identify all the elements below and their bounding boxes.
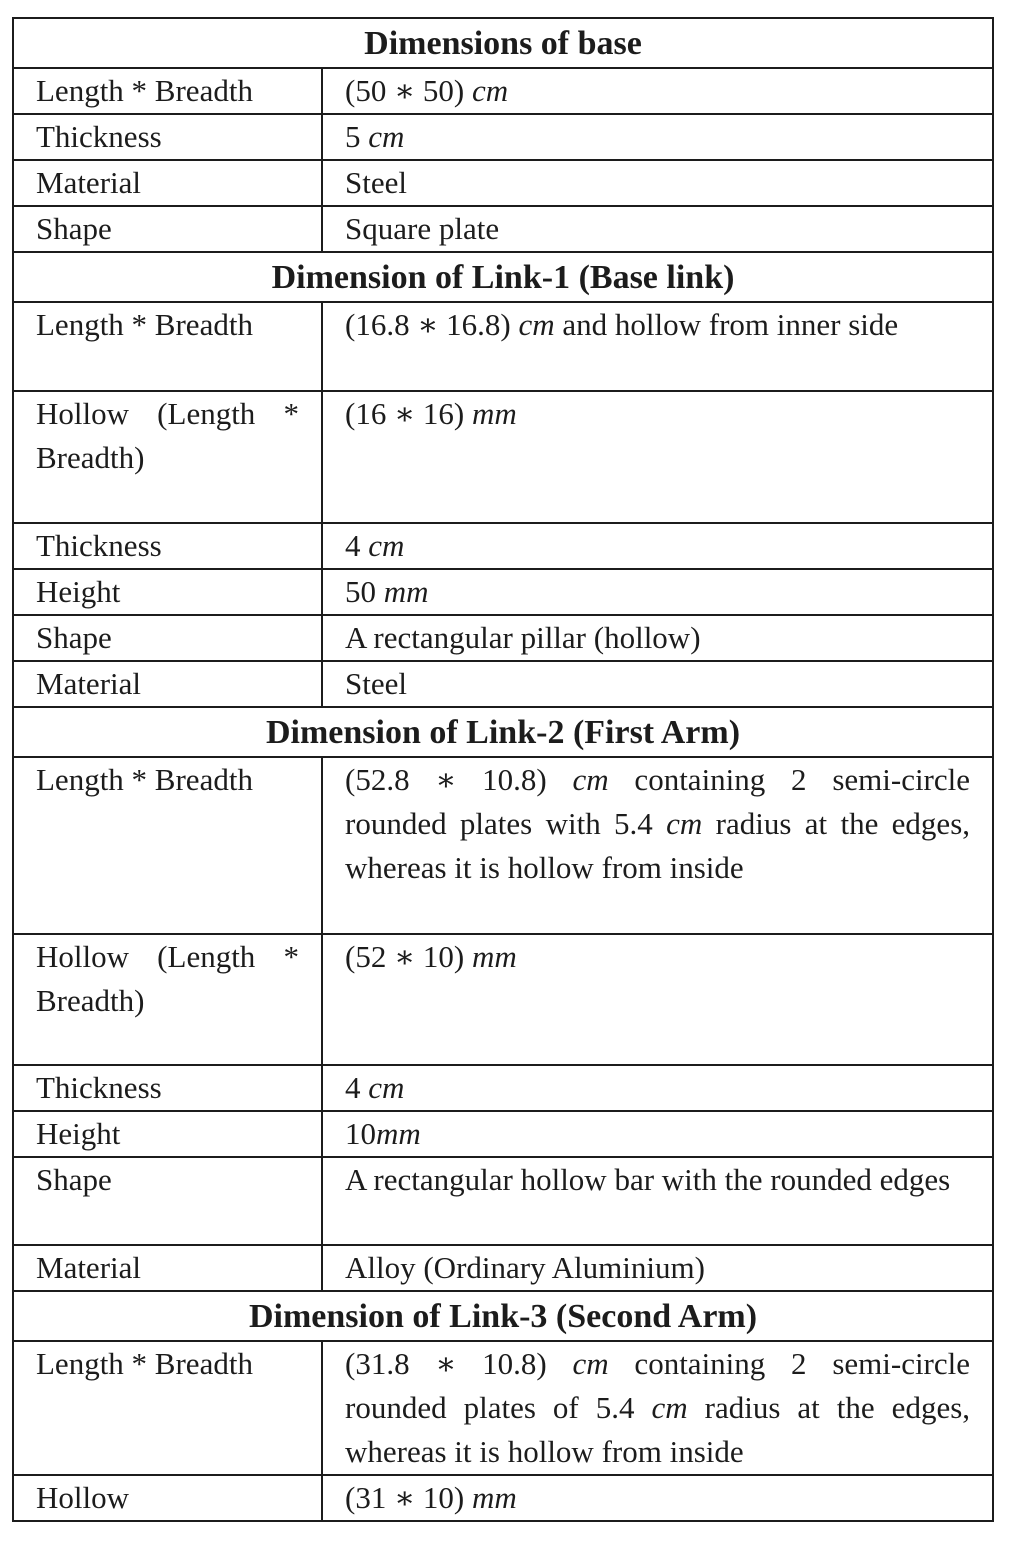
- table-row: [13, 934, 993, 1065]
- row-value: (52 ∗ 10) mm: [322, 934, 993, 1065]
- table-row: [13, 615, 993, 661]
- row-label: Thickness: [13, 1065, 322, 1111]
- row-value: (16.8 ∗ 16.8) cm and hollow from inner side: [322, 302, 993, 391]
- row-value: 5 cm: [322, 114, 993, 160]
- table-row: [13, 1065, 993, 1111]
- table-row: [13, 391, 993, 523]
- table-row: [13, 1111, 993, 1157]
- section-header-row: [13, 707, 993, 757]
- row-value: (31.8 ∗ 10.8) cm containing 2 semi-circle rounded plates of 5.4 cm radius at the edges, whereas it is hollow from inside: [322, 1341, 993, 1475]
- row-value: 10mm: [322, 1111, 993, 1157]
- row-label: Length * Breadth: [13, 757, 322, 934]
- row-label: Thickness: [13, 114, 322, 160]
- row-label: Material: [13, 160, 322, 206]
- table-row: [13, 569, 993, 615]
- dimensions-table: [12, 17, 994, 1522]
- row-label: Thickness: [13, 523, 322, 569]
- section-title-link-1: Dimension of Link-1 (Base link): [13, 252, 993, 302]
- row-value: A rectangular pillar (hollow): [322, 615, 993, 661]
- table-row: [13, 523, 993, 569]
- section-title-link-2: Dimension of Link-2 (First Arm): [13, 707, 993, 757]
- row-value: Square plate: [322, 206, 993, 252]
- row-value: (16 ∗ 16) mm: [322, 391, 993, 523]
- table-row: [13, 160, 993, 206]
- section-header-row: [13, 1291, 993, 1341]
- row-value: (52.8 ∗ 10.8) cm containing 2 semi-circle rounded plates with 5.4 cm radius at the edges, whereas it is hollow from inside: [322, 757, 993, 934]
- row-value: (31 ∗ 10) mm: [322, 1475, 993, 1521]
- table-row: [13, 114, 993, 160]
- row-value: 4 cm: [322, 1065, 993, 1111]
- row-label: Hollow (Length * Breadth): [13, 934, 322, 1065]
- table-row: [13, 1245, 993, 1291]
- table-row: [13, 302, 993, 391]
- table-row: [13, 1475, 993, 1521]
- row-value: A rectangular hollow bar with the rounded edges: [322, 1157, 993, 1245]
- row-label: Shape: [13, 1157, 322, 1245]
- row-label: Height: [13, 1111, 322, 1157]
- row-label: Material: [13, 1245, 322, 1291]
- row-value: (50 ∗ 50) cm: [322, 68, 993, 114]
- table-row: [13, 1341, 993, 1475]
- row-value: 50 mm: [322, 569, 993, 615]
- row-label: Length * Breadth: [13, 302, 322, 391]
- table-row: [13, 661, 993, 707]
- row-label: Shape: [13, 206, 322, 252]
- row-label: Hollow (Length * Breadth): [13, 391, 322, 523]
- table-row: [13, 206, 993, 252]
- table-row: [13, 68, 993, 114]
- section-title-base: Dimensions of base: [13, 18, 993, 68]
- row-label: Length * Breadth: [13, 1341, 322, 1475]
- section-title-link-3: Dimension of Link-3 (Second Arm): [13, 1291, 993, 1341]
- row-label: Material: [13, 661, 322, 707]
- row-value: 4 cm: [322, 523, 993, 569]
- row-label: Shape: [13, 615, 322, 661]
- table-row: [13, 757, 993, 934]
- row-label: Length * Breadth: [13, 68, 322, 114]
- row-label: Hollow: [13, 1475, 322, 1521]
- row-value: Steel: [322, 661, 993, 707]
- section-header-row: [13, 252, 993, 302]
- table-row: [13, 1157, 993, 1245]
- row-value: Alloy (Ordinary Aluminium): [322, 1245, 993, 1291]
- section-header-row: [13, 18, 993, 68]
- row-value: Steel: [322, 160, 993, 206]
- row-label: Height: [13, 569, 322, 615]
